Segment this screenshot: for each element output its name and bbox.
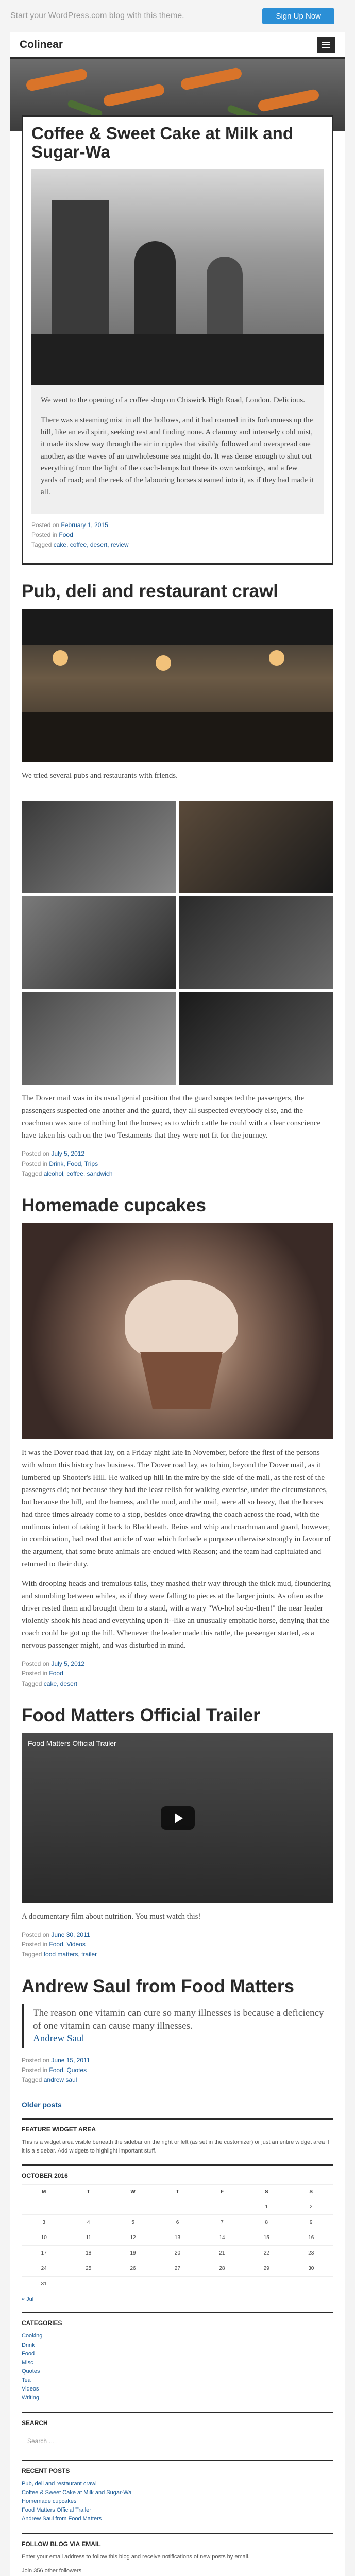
calendar-day: 8 <box>244 2215 289 2230</box>
post-title[interactable]: Andrew Saul from Food Matters <box>22 1976 294 1996</box>
post-date[interactable]: July 5, 2012 <box>51 1660 85 1668</box>
search-widget <box>22 2412 333 2460</box>
calendar-day: 12 <box>111 2230 155 2246</box>
lamp <box>156 655 171 671</box>
post-body-continued: The Dover mail was in its usual genial position that the guard suspected the passengers, the passengers suspected one another and the guard, they all suspected everybody else, and the coachman was sure of nothing but the horses; as to which cattle he could with a clear conscience have taken his oath on the two Testaments that they were not fit for the journey. <box>22 1094 321 1140</box>
calendar-day: 21 <box>200 2246 244 2261</box>
recent-posts-widget <box>22 2460 333 2533</box>
calendar-day: 14 <box>200 2230 244 2246</box>
category-list <box>22 2332 333 2402</box>
calendar-table <box>22 2184 333 2292</box>
cupcake-photo <box>22 1223 333 1439</box>
calendar-day: 2 <box>289 2199 333 2215</box>
post-article <box>22 1705 333 1960</box>
post-tags[interactable]: cake, coffee, desert, review <box>53 540 129 548</box>
calendar-day <box>66 2277 110 2292</box>
post-caption: We went to the opening of a coffee shop on Chiswick High Road, London. Delicious. <box>41 396 306 404</box>
hamburger-icon <box>322 47 330 48</box>
calendar-day: 11 <box>66 2230 110 2246</box>
meta-label: Tagged <box>31 540 52 548</box>
post-category[interactable]: Food, Quotes <box>49 2066 87 2074</box>
calendar-prev-link[interactable]: « Jul <box>22 2296 34 2303</box>
lamp <box>53 650 68 666</box>
post-tags[interactable]: andrew saul <box>43 2076 77 2084</box>
calendar-day: 3 <box>22 2215 66 2230</box>
post-date[interactable]: February 1, 2015 <box>61 521 108 529</box>
calendar-day <box>111 2277 155 2292</box>
calendar-day-header: S <box>244 2185 289 2199</box>
post-article <box>22 1195 333 1689</box>
post-body: There was a steaming mist in all the hollows, and it had roamed in its forlornness up the hill, like an evil spirit, seeking rest and finding none. A clammy and intensely cold mist, it made its slow way through the air in ripples that visibly followed and overspread one another, as the waves of an unwholesome sea might do. It was dense enough to shut out everything from the light of the coach-lamps but these its own workings, and a few yards of road; and the reek of the labouring horses steamed into it, as if they had made it all. <box>41 416 314 497</box>
post-meta <box>22 1149 333 1179</box>
calendar-day: 4 <box>66 2215 110 2230</box>
recent-post-link[interactable]: Coffee & Sweet Cake at Milk and Sugar-Wa <box>22 2489 132 2496</box>
calendar-day: 17 <box>22 2246 66 2261</box>
cafe-photo <box>31 169 324 385</box>
site-title[interactable]: Colinear <box>20 38 63 50</box>
pub-photo <box>22 609 333 762</box>
calendar-day <box>155 2277 199 2292</box>
post-body-continued: With drooping heads and tremulous tails, they mashed their way through the thick mud, floundering and stumbling between whiles, as if they were falling to pieces at the larger joints. As often as the driver rested them and brought them to a stand, with a wary "Wo-ho! so-ho-then!" the near leader violently shook his head and everything upon it--like an unusually emphatic horse, denying that the coach could be got up the hill. Whenever the leader made this rattle, the passenger started, as a nervous passenger might, and was disturbed in mind. <box>22 1580 331 1650</box>
calendar-day: 23 <box>289 2246 333 2261</box>
hamburger-icon <box>322 44 330 45</box>
calendar-day <box>111 2199 155 2215</box>
gallery-image[interactable] <box>22 896 176 989</box>
photo-gallery <box>22 801 333 1085</box>
meta-label: Posted in <box>31 531 58 538</box>
signup-button[interactable]: Sign Up Now <box>262 8 334 24</box>
post-category[interactable]: Food <box>59 531 73 538</box>
site-header <box>10 32 345 59</box>
post-body: We tried several pubs and restaurants with friends. <box>22 772 178 781</box>
calendar-day-header: S <box>289 2185 333 2199</box>
post-title[interactable]: Pub, deli and restaurant crawl <box>22 581 278 602</box>
meta-label: Tagged <box>22 2076 42 2084</box>
calendar-day: 26 <box>111 2261 155 2277</box>
calendar-day <box>244 2277 289 2292</box>
post-date[interactable]: July 5, 2012 <box>51 1150 85 1158</box>
calendar-day: 20 <box>155 2246 199 2261</box>
meta-label: Tagged <box>22 1951 42 1958</box>
post-title[interactable]: Homemade cupcakes <box>22 1195 206 1215</box>
video-title: Food Matters Official Trailer <box>28 1739 116 1748</box>
post-tags[interactable]: alcohol, coffee, sandwich <box>43 1170 113 1177</box>
gallery-image[interactable] <box>179 801 334 893</box>
meta-label: Posted in <box>22 1160 48 1167</box>
calendar-day <box>155 2199 199 2215</box>
post-article <box>22 581 333 1179</box>
calendar-widget <box>22 2164 333 2312</box>
post-meta <box>22 2056 333 2086</box>
recent-post-link[interactable]: Homemade cupcakes <box>22 2498 77 2504</box>
gallery-image[interactable] <box>22 992 176 1085</box>
widget-title: CATEGORIES <box>22 2319 62 2327</box>
widget-title: FEATURE WIDGET AREA <box>22 2126 96 2133</box>
calendar-week <box>22 2215 333 2230</box>
calendar-day: 5 <box>111 2215 155 2230</box>
gallery-image[interactable] <box>179 896 334 989</box>
category-link[interactable]: Food <box>22 2350 35 2357</box>
calendar-day: 30 <box>289 2261 333 2277</box>
calendar-day <box>66 2199 110 2215</box>
signup-banner <box>0 0 355 32</box>
frosting <box>125 1280 238 1362</box>
post-category[interactable]: Drink, Food, Trips <box>49 1160 98 1167</box>
post-meta <box>22 1930 333 1960</box>
menu-toggle-button[interactable] <box>317 37 335 53</box>
meta-label: Posted on <box>22 1931 50 1939</box>
main-content <box>10 59 345 2576</box>
meta-label: Posted on <box>31 521 60 529</box>
category-link[interactable]: Writing <box>22 2394 40 2401</box>
category-link[interactable]: Misc <box>22 2359 33 2366</box>
post-tags[interactable]: cake, desert <box>43 1680 78 1687</box>
calendar-day: 24 <box>22 2261 66 2277</box>
person-silhouette <box>207 257 243 344</box>
categories-widget <box>22 2312 333 2411</box>
calendar-day: 31 <box>22 2277 66 2292</box>
follower-count: Join 356 other followers <box>22 2567 82 2574</box>
widget-title: FOLLOW BLOG VIA EMAIL <box>22 2540 101 2548</box>
post-body: A documentary film about nutrition. You must watch this! <box>22 1912 201 1921</box>
meta-label: Tagged <box>22 1170 42 1177</box>
category-link[interactable]: Cooking <box>22 2333 43 2340</box>
calendar-day: 9 <box>289 2215 333 2230</box>
post-body: It was the Dover road that lay, on a Friday night late in November, before the first of the persons with whom this history has business. The Dover road lay, as to him, beyond the Dover mail, as it lumbered up Shooter's Hill. He walked up hill in the mire by the side of the mail, as the rest of the passengers did; not because they had the least relish for walking exercise, under the circumstances, but because the hill, and the harness, and the mud, and the mail, were all so heavy, that the horses had three times already come to a stop, besides once drawing the coach across the road, with the mutinous intent of taking it back to Blackheath. Reins and whip and coachman and guard, however, in combination, had read that article of war which forbade a purpose otherwise strongly in favour of the argument, that some brute animals are endued with Reason; and the team had capitulated and returned to their duty. <box>22 1449 331 1569</box>
gallery-image[interactable] <box>179 992 334 1085</box>
lamp <box>269 650 284 666</box>
meta-label: Posted in <box>22 2066 48 2074</box>
follow-text: Enter your email address to follow this blog and receive notifications of new posts by email. <box>22 2554 250 2561</box>
recent-post-link[interactable]: Pub, deli and restaurant crawl <box>22 2480 97 2487</box>
counter <box>31 334 324 385</box>
meta-label: Posted in <box>22 1670 48 1677</box>
post-article <box>22 115 333 565</box>
calendar-day: 16 <box>289 2230 333 2246</box>
category-link[interactable]: Videos <box>22 2385 39 2392</box>
calendar-day <box>22 2199 66 2215</box>
calendar-day: 6 <box>155 2215 199 2230</box>
post-date[interactable]: June 30, 2011 <box>51 1931 90 1939</box>
calendar-day: 13 <box>155 2230 199 2246</box>
post-entry <box>31 385 324 514</box>
post-title[interactable]: Food Matters Official Trailer <box>22 1705 260 1725</box>
calendar-day-header: T <box>66 2185 110 2199</box>
category-link[interactable]: Tea <box>22 2377 31 2383</box>
calendar-day: 28 <box>200 2261 244 2277</box>
meta-label: Posted on <box>22 1660 50 1668</box>
cupcake-liner <box>140 1352 223 1409</box>
category-link[interactable]: Drink <box>22 2342 35 2348</box>
ceiling <box>22 609 333 645</box>
recent-post-link[interactable]: Food Matters Official Trailer <box>22 2506 91 2513</box>
carrot-shape <box>25 68 88 92</box>
carrot-shape <box>257 89 320 112</box>
calendar-day: 29 <box>244 2261 289 2277</box>
calendar-day-header: W <box>111 2185 155 2199</box>
play-button-icon[interactable] <box>161 1806 195 1830</box>
quote-text: The reason one vitamin can cure so many illnesses is because a deficiency of one vitamin can cause many illnesses. <box>33 2007 324 2031</box>
calendar-day-header: T <box>155 2185 199 2199</box>
calendar-week <box>22 2261 333 2277</box>
calendar-day: 27 <box>155 2261 199 2277</box>
post-category[interactable]: Food, Videos <box>49 1941 86 1948</box>
feature-widget <box>22 2118 333 2164</box>
calendar-day: 22 <box>244 2246 289 2261</box>
post-date[interactable]: June 15, 2011 <box>51 2056 90 2064</box>
search-input[interactable]: Search … <box>22 2432 333 2450</box>
gallery-image[interactable] <box>22 801 176 893</box>
carrot-shape <box>103 83 165 107</box>
older-posts-link[interactable]: Older posts <box>22 2100 62 2109</box>
calendar-title: OCTOBER 2016 <box>22 2172 68 2180</box>
page <box>10 32 345 2576</box>
calendar-day: 25 <box>66 2261 110 2277</box>
calendar-day: 15 <box>244 2230 289 2246</box>
category-link[interactable]: Quotes <box>22 2368 40 2375</box>
meta-label: Posted on <box>22 2056 50 2064</box>
person-silhouette <box>134 241 176 344</box>
meta-label: Posted on <box>22 1150 50 1158</box>
widget-title: SEARCH <box>22 2419 48 2427</box>
carrot-shape <box>180 67 243 91</box>
calendar-day <box>200 2277 244 2292</box>
calendar-day <box>200 2199 244 2215</box>
hamburger-icon <box>322 42 330 43</box>
recent-posts-list <box>22 2480 333 2523</box>
calendar-day <box>289 2277 333 2292</box>
calendar-day: 7 <box>200 2215 244 2230</box>
quote-block <box>22 2004 333 2048</box>
post-meta <box>31 520 324 550</box>
widget-text: This is a widget area visible beneath the sidebar on the right or left (as set in the customizer) or just an entire widget area if it is a sidebar. Add widgets to highlight important stuff. <box>22 2139 329 2154</box>
post-tags[interactable]: food matters, trailer <box>43 1951 97 1958</box>
promo-text: Start your WordPress.com blog with this theme. <box>10 11 184 20</box>
post-meta <box>22 1659 333 1689</box>
follow-widget <box>22 2533 333 2576</box>
calendar-week <box>22 2230 333 2246</box>
post-article <box>22 1976 333 2086</box>
calendar-day: 19 <box>111 2246 155 2261</box>
calendar-week <box>22 2246 333 2261</box>
quote-author: Andrew Saul <box>33 2033 84 2044</box>
post-title[interactable]: Coffee & Sweet Cake at Milk and Sugar-Wa <box>31 124 293 162</box>
calendar-day: 18 <box>66 2246 110 2261</box>
cafe-shelf <box>52 200 109 334</box>
calendar-week <box>22 2277 333 2292</box>
post-category[interactable]: Food <box>49 1670 63 1677</box>
calendar-day: 1 <box>244 2199 289 2215</box>
meta-label: Posted in <box>22 1941 48 1948</box>
video-player[interactable] <box>22 1733 333 1903</box>
calendar-week <box>22 2199 333 2215</box>
widget-title: RECENT POSTS <box>22 2467 70 2475</box>
calendar-day-header: F <box>200 2185 244 2199</box>
recent-post-link[interactable]: Andrew Saul from Food Matters <box>22 2516 102 2522</box>
calendar-day-header: M <box>22 2185 66 2199</box>
bar-counter <box>22 712 333 762</box>
meta-label: Tagged <box>22 1680 42 1687</box>
calendar-day: 10 <box>22 2230 66 2246</box>
